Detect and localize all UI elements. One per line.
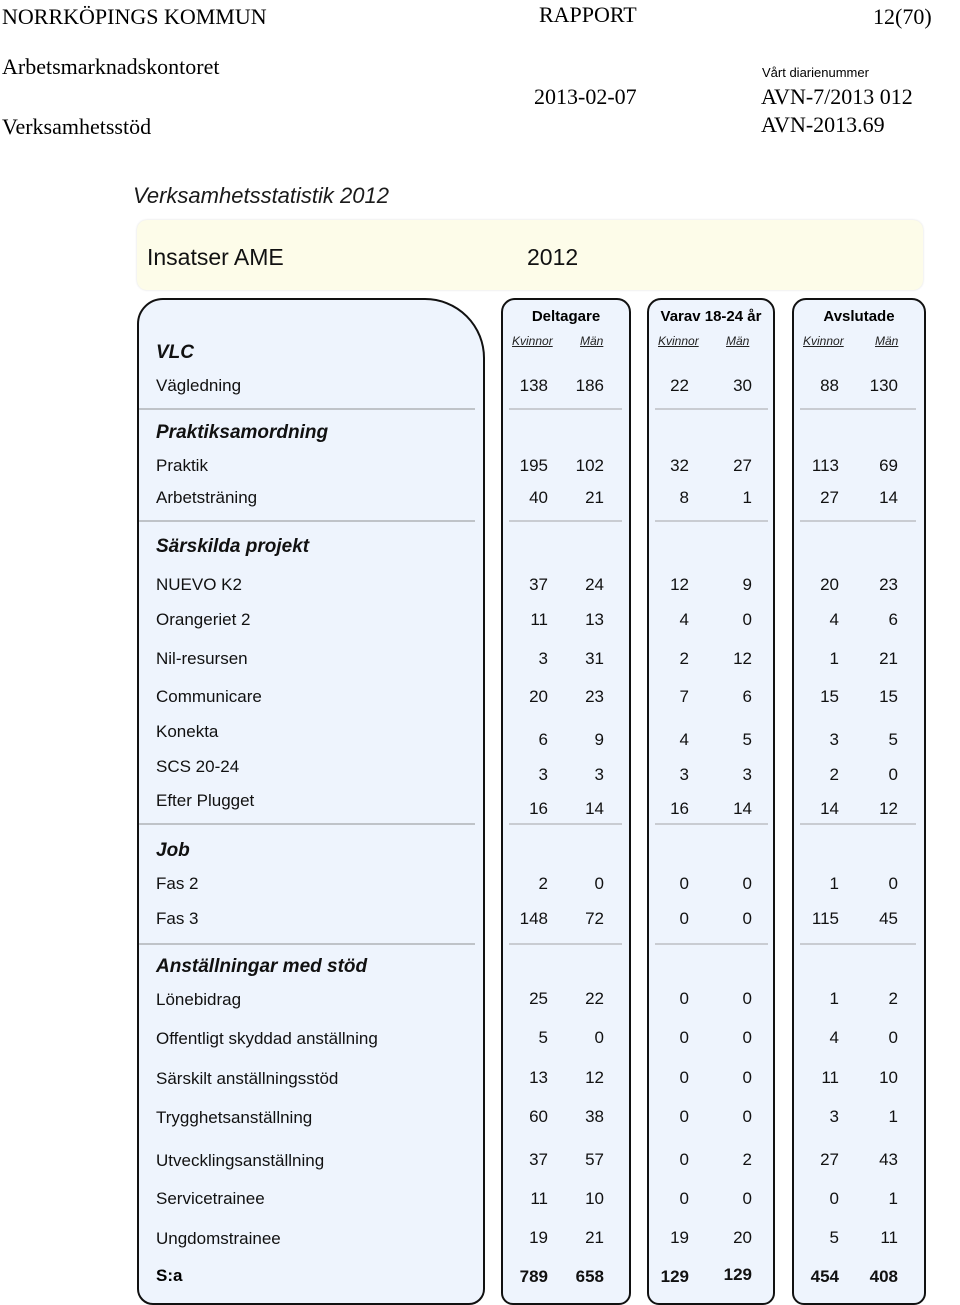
doc-type: RAPPORT [539,2,637,27]
diary-number-1: AVN-7/2013 012 [761,84,913,109]
table-cell: 5 [742,730,752,749]
page-subtitle: Verksamhetsstatistik 2012 [133,183,389,208]
table-cell: 6 [742,687,752,706]
table-cell: 6 [538,730,548,749]
table-cell: 7 [679,687,689,706]
table-cell: 3 [679,765,689,784]
table-cell: 0 [742,874,752,893]
table-cell: 21 [879,649,898,668]
table-cell: 3 [829,730,839,749]
table-cell: 102 [575,456,604,475]
table-cell: 6 [888,610,898,629]
deltagare-women-header: Kvinnor [512,334,553,348]
unit-name: Verksamhetsstöd [2,114,152,139]
table-cell: 0 [679,989,689,1008]
avslutade-men-header: Män [875,334,899,348]
table-cell: 3 [742,765,752,784]
row-label: Vägledning [156,376,242,395]
banner-year: 2012 [527,244,579,270]
table-cell: 0 [679,1107,689,1126]
table-cell: 13 [585,610,604,629]
table-cell: 14 [879,488,898,507]
row-label: SCS 20-24 [156,757,240,776]
table-cell: 57 [585,1150,604,1169]
section-divider [139,520,475,522]
table-cell: 0 [888,1028,898,1047]
table-cell: 138 [519,376,548,395]
row-label: Nil-resursen [156,649,248,668]
table-cell: 4 [679,730,689,749]
section-divider [655,408,768,410]
table-cell: 0 [594,874,604,893]
table-cell: 2 [888,989,898,1008]
table-cell: 11 [821,1068,839,1087]
table-cell: 1 [829,989,839,1008]
table-cell: 72 [585,909,604,928]
section-divider [800,823,916,825]
section-divider [139,408,475,410]
table-cell: 2 [829,765,839,784]
table-cell: 24 [585,575,604,594]
section-divider [509,943,622,945]
table-cell: 14 [820,799,839,818]
section-divider [509,823,622,825]
table-cell: 0 [742,909,752,928]
table-cell: 40 [529,488,548,507]
table-cell: 2 [742,1150,752,1169]
table-cell: 20 [820,575,839,594]
total-label: S:a [156,1266,183,1285]
total-cell: 658 [575,1267,604,1286]
section-divider [509,408,622,410]
row-label: Servicetrainee [156,1189,265,1208]
table-cell: 186 [575,376,604,395]
org-name: NORRKÖPINGS KOMMUN [2,4,267,29]
page-number: 12(70) [873,4,932,29]
avslutade-women-header: Kvinnor [803,334,844,348]
table-cell: 0 [742,1028,752,1047]
table-cell: 0 [742,1068,752,1087]
table-cell: 0 [594,1028,604,1047]
table-cell: 148 [519,909,548,928]
table-cell: 1 [829,874,839,893]
table-cell: 0 [742,1189,752,1208]
table-cell: 11 [530,610,548,629]
table-cell: 27 [820,488,839,507]
table-cell: 0 [742,610,752,629]
table-cell: 23 [879,575,898,594]
section-title: Job [156,840,190,861]
section-divider [800,943,916,945]
banner-title: Insatser AME [147,244,284,270]
section-title: Anställningar med stöd [156,956,368,977]
table-cell: 8 [679,488,689,507]
table-cell: 1 [888,1107,898,1126]
table-cell: 5 [888,730,898,749]
table-cell: 10 [585,1189,604,1208]
table-cell: 16 [670,799,689,818]
deltagare-header: Deltagare [531,308,601,325]
table-cell: 12 [670,575,689,594]
row-label: NUEVO K2 [156,575,242,594]
table-cell: 5 [538,1028,548,1047]
table-cell: 11 [880,1228,898,1247]
section-divider [655,943,768,945]
table-cell: 88 [820,376,839,395]
table-cell: 0 [742,1107,752,1126]
table-cell: 21 [585,488,604,507]
table-cell: 38 [585,1107,604,1126]
table-cell: 3 [538,765,548,784]
table-cell: 1 [888,1189,898,1208]
table-cell: 0 [679,874,689,893]
section-divider [509,520,622,522]
table-cell: 37 [529,1150,548,1169]
table-cell: 3 [538,649,548,668]
section-divider [800,408,916,410]
total-cell: 789 [519,1267,548,1286]
diary-label: Vårt diarienummer [762,65,869,80]
section-title: VLC [156,342,194,363]
table-cell: 130 [869,376,898,395]
table-cell: 3 [829,1107,839,1126]
table-cell: 27 [733,456,752,475]
table-cell: 0 [829,1189,839,1208]
table-cell: 12 [585,1068,604,1087]
varav-men-header: Män [726,334,750,348]
table-cell: 15 [820,687,839,706]
table-cell: 19 [670,1228,689,1247]
avslutade-header: Avslutade [823,308,895,325]
table-cell: 3 [594,765,604,784]
table-cell: 14 [733,799,752,818]
diary-number-2: AVN-2013.69 [761,112,885,137]
total-cell: 408 [869,1267,898,1286]
table-cell: 0 [679,1068,689,1087]
section-title: Särskilda projekt [156,536,310,557]
section-divider [800,520,916,522]
row-label: Ungdomstrainee [156,1229,281,1248]
section-divider [655,823,768,825]
table-cell: 2 [538,874,548,893]
table-cell: 12 [879,799,898,818]
table-cell: 14 [585,799,604,818]
table-cell: 69 [879,456,898,475]
table-cell: 0 [888,874,898,893]
table-cell: 12 [733,649,752,668]
table-cell: 43 [879,1150,898,1169]
table-cell: 13 [529,1068,548,1087]
table-cell: 113 [811,456,839,475]
varav-women-header: Kvinnor [658,334,699,348]
row-label: Trygghetsanställning [156,1108,313,1127]
table-cell: 115 [811,909,839,928]
section-title: Praktiksamordning [156,422,329,443]
table-cell: 27 [820,1150,839,1169]
table-cell: 23 [585,687,604,706]
deltagare-men-header: Män [580,334,604,348]
row-label: Praktik [156,456,208,475]
table-cell: 0 [679,1028,689,1047]
total-cell: 129 [723,1265,752,1284]
section-divider [655,520,768,522]
row-label: Arbetsträning [156,488,258,507]
table-cell: 195 [519,456,548,475]
table-cell: 2 [679,649,689,668]
table-cell: 9 [742,575,752,594]
varav-header: Varav 18-24 år [660,308,762,325]
row-label: Fas 2 [156,874,199,893]
table-cell: 37 [529,575,548,594]
table-cell: 20 [733,1228,752,1247]
table-cell: 0 [679,1150,689,1169]
table-cell: 20 [529,687,548,706]
total-cell: 454 [810,1267,839,1286]
table-cell: 10 [879,1068,898,1087]
table-cell: 9 [594,730,604,749]
table-cell: 16 [529,799,548,818]
row-label: Lönebidrag [156,990,242,1009]
row-label: Offentligt skyddad anställning [156,1029,378,1048]
row-label: Särskilt anställningsstöd [156,1069,339,1088]
table-cell: 21 [585,1228,604,1247]
section-divider [139,943,475,945]
row-label: Utvecklingsanställning [156,1151,325,1170]
table-cell: 4 [679,610,689,629]
table-cell: 25 [529,989,548,1008]
table-cell: 15 [879,687,898,706]
table-cell: 1 [829,649,839,668]
table-cell: 31 [585,649,604,668]
row-label: Konekta [156,722,219,741]
row-label: Communicare [156,687,262,706]
table-cell: 0 [742,989,752,1008]
section-divider [139,823,475,825]
table-cell: 4 [829,1028,839,1047]
row-label: Efter Plugget [156,791,255,810]
row-label: Fas 3 [156,909,199,928]
table-cell: 19 [529,1228,548,1247]
table-cell: 22 [585,989,604,1008]
title-banner [137,220,923,290]
table-cell: 4 [829,610,839,629]
table-cell: 22 [670,376,689,395]
table-cell: 1 [742,488,752,507]
table-cell: 0 [679,909,689,928]
table-cell: 60 [529,1107,548,1126]
table-cell: 0 [888,765,898,784]
table-cell: 30 [733,376,752,395]
office-name: Arbetsmarknadskontoret [2,54,220,79]
report-date: 2013-02-07 [534,84,637,109]
table-cell: 0 [679,1189,689,1208]
row-label: Orangeriet 2 [156,610,251,629]
table-cell: 11 [530,1189,548,1208]
table-cell: 45 [879,909,898,928]
total-cell: 129 [660,1267,689,1286]
table-cell: 32 [670,456,689,475]
table-cell: 5 [829,1228,839,1247]
